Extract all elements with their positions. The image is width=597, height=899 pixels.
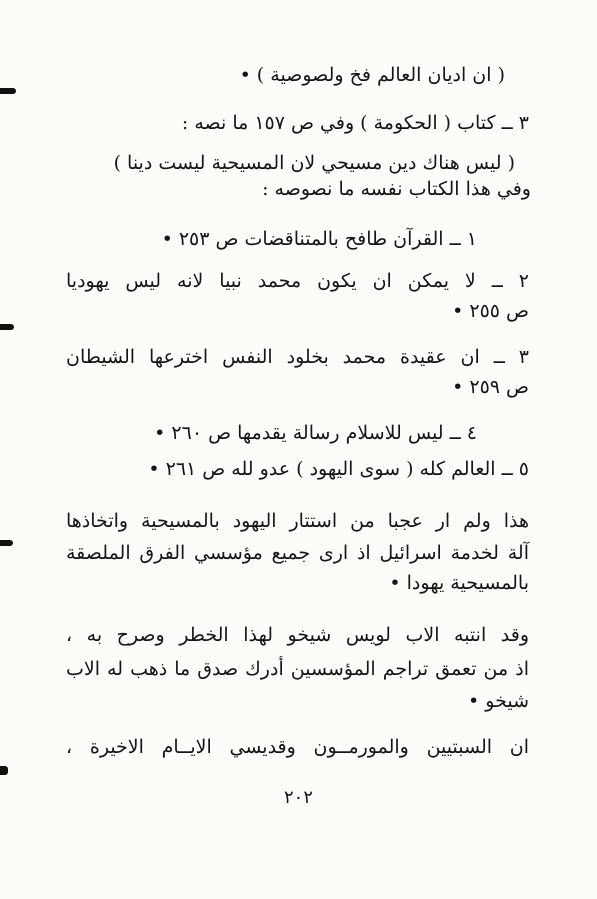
text-line: شيخو • (468, 690, 529, 712)
text-line: ص ٢٥٩ • (452, 376, 529, 398)
binding-mark (0, 88, 16, 94)
text-line: ٣ ــ ان عقيدة محمد بخلود النفس اخترعها الشيطان (66, 346, 529, 368)
text-line: ( ان اديان العالم فخ ولصوصية ) • (239, 64, 505, 86)
binding-mark (0, 766, 8, 775)
page-number: ٢٠٢ (283, 787, 313, 808)
text-line: ان السبتيين والمورمــون وقديسي الايــام الاخيرة ، (66, 736, 529, 758)
text-line: ص ٢٥٥ • (452, 300, 529, 322)
text-line: وفي هذا الكتاب نفسه ما نصوصه : (262, 178, 531, 200)
binding-mark (0, 540, 13, 546)
text-line: ٤ ــ ليس للاسلام رسالة يقدمها ص ٢٦٠ • (154, 422, 477, 444)
text-line: ٣ ــ كتاب ( الحكومة ) وفي ص ١٥٧ ما نصه : (181, 112, 529, 134)
text-line: ١ ــ القرآن طافح بالمتناقضات ص ٢٥٣ • (161, 228, 477, 250)
text-line: ٥ ــ العالم كله ( سوى اليهود ) عدو لله ص ٢٦١ • (148, 458, 529, 480)
text-line: هذا ولم ار عجبا من استتار اليهود بالمسيحية واتخاذها (66, 510, 529, 532)
text-line: آلة لخدمة اسرائيل اذ ارى جميع مؤسسي الفرق الملصقة (66, 542, 529, 564)
text-line: وقد انتبه الاب لويس شيخو لهذا الخطر وصرح به ، (66, 624, 529, 646)
text-line: ( ليس هناك دين مسيحي لان المسيحية ليست دينا ) (113, 152, 515, 174)
binding-mark (0, 324, 14, 330)
text-line: ٢ ــ لا يمكن ان يكون محمد نبيا لانه ليس يهوديا (66, 270, 529, 292)
text-line: بالمسيحية يهودا • (389, 572, 529, 594)
text-line: اذ من تعمق تراجم المؤسسين أدرك صدق ما ذهب له الاب (66, 658, 529, 680)
